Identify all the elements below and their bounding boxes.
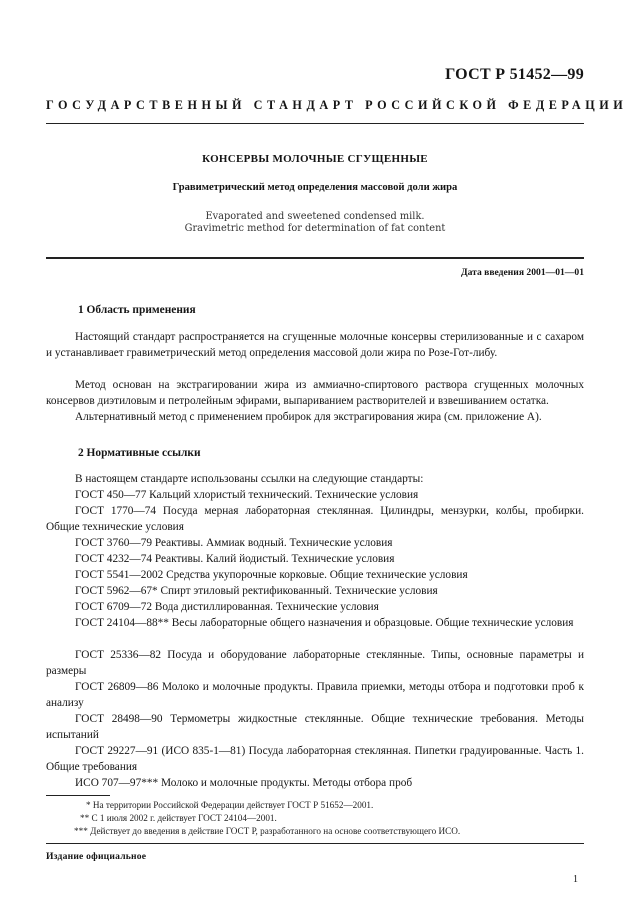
reference-item: ГОСТ 5541—2002 Средства укупорочные корковые. Общие технические условия <box>75 569 468 581</box>
edition-label: Издание официальное <box>46 851 147 862</box>
section-1-paragraph-3: Альтернативный метод с применением пробирок для экстрагирования жира (см. приложение А). <box>75 411 542 423</box>
footnote-divider <box>46 795 110 796</box>
reference-item: ГОСТ 3760—79 Реактивы. Аммиак водный. Технические условия <box>75 537 393 549</box>
reference-item: ГОСТ 1770—74 Посуда мерная лабораторная стеклянная. Цилиндры, мензурки, колбы, пробирки. Общие технические условия <box>46 505 584 533</box>
reference-item: ГОСТ 24104—88** Весы лабораторные общего назначения и образцовые. Общие технические условия <box>75 617 574 629</box>
reference-item: ГОСТ 25336—82 Посуда и оборудование лабораторные стеклянные. Типы, основные параметры и размеры <box>46 649 584 677</box>
top-divider <box>46 123 584 124</box>
document-number: ГОСТ Р 51452—99 <box>445 66 584 83</box>
reference-item: ГОСТ 450—77 Кальций хлористый технический. Технические условия <box>75 489 419 501</box>
section-1-paragraph-2: Метод основан на экстрагировании жира из аммиачно-спиртового раствора сгущенных молочных консервов диэтиловым и петролейным эфирами, выпариванием растворителей и взвешиванием остатка. <box>46 379 584 407</box>
reference-item: ГОСТ 4232—74 Реактивы. Калий йодистый. Технические условия <box>75 553 395 565</box>
footnote-3: *** Действует до введения в действие ГОСТ Р, разработанного на основе соответствующего ИСО. <box>74 826 461 836</box>
references-intro: В настоящем стандарте использованы ссылки на следующие стандарты: <box>75 473 424 485</box>
reference-item: ГОСТ 29227—91 (ИСО 835-1—81) Посуда лабораторная стеклянная. Пипетки градуированные. Часть 1. Общие требования <box>46 745 584 773</box>
english-title-line-2: Gravimetric method for determination of fat content <box>184 223 446 234</box>
section-1-paragraph-1: Настоящий стандарт распространяется на сгущенные молочные консервы стерилизованные и с сахаром и устанавливает гравиметрический метод определения массовой доли жира по Розе-Гот-либу. <box>46 331 584 359</box>
page-number: 1 <box>573 874 578 885</box>
section-2-heading: 2 Нормативные ссылки <box>78 447 201 459</box>
reference-item: ГОСТ 26809—86 Молоко и молочные продукты. Правила приемки, методы отбора и подготовки проб к анализу <box>46 681 584 709</box>
document-title: КОНСЕРВЫ МОЛОЧНЫЕ СГУЩЕННЫЕ <box>202 153 428 165</box>
footnote-2: ** С 1 июля 2002 г. действует ГОСТ 24104—2001. <box>80 813 277 823</box>
footnote-1: * На территории Российской Федерации действует ГОСТ Р 51652—2001. <box>86 800 374 810</box>
title-divider <box>46 257 584 259</box>
bottom-divider <box>46 843 584 844</box>
english-title-line-1: Evaporated and sweetened condensed milk. <box>205 211 425 222</box>
section-1-heading: 1 Область применения <box>78 304 196 316</box>
reference-item: ГОСТ 6709—72 Вода дистиллированная. Технические условия <box>75 601 379 613</box>
introduction-date: Дата введения 2001—01—01 <box>461 267 584 278</box>
reference-item: ГОСТ 5962—67* Спирт этиловый ректификованный. Технические условия <box>75 585 438 597</box>
state-standard-heading: ГОСУДАРСТВЕННЫЙ СТАНДАРТ РОССИЙСКОЙ ФЕДЕРАЦИИ <box>46 98 628 112</box>
document-subtitle: Гравиметрический метод определения массовой доли жира <box>172 182 458 193</box>
reference-item: ГОСТ 28498—90 Термометры жидкостные стеклянные. Общие технические требования. Методы испытаний <box>46 713 584 741</box>
reference-item: ИСО 707—97*** Молоко и молочные продукты. Методы отбора проб <box>75 777 413 789</box>
